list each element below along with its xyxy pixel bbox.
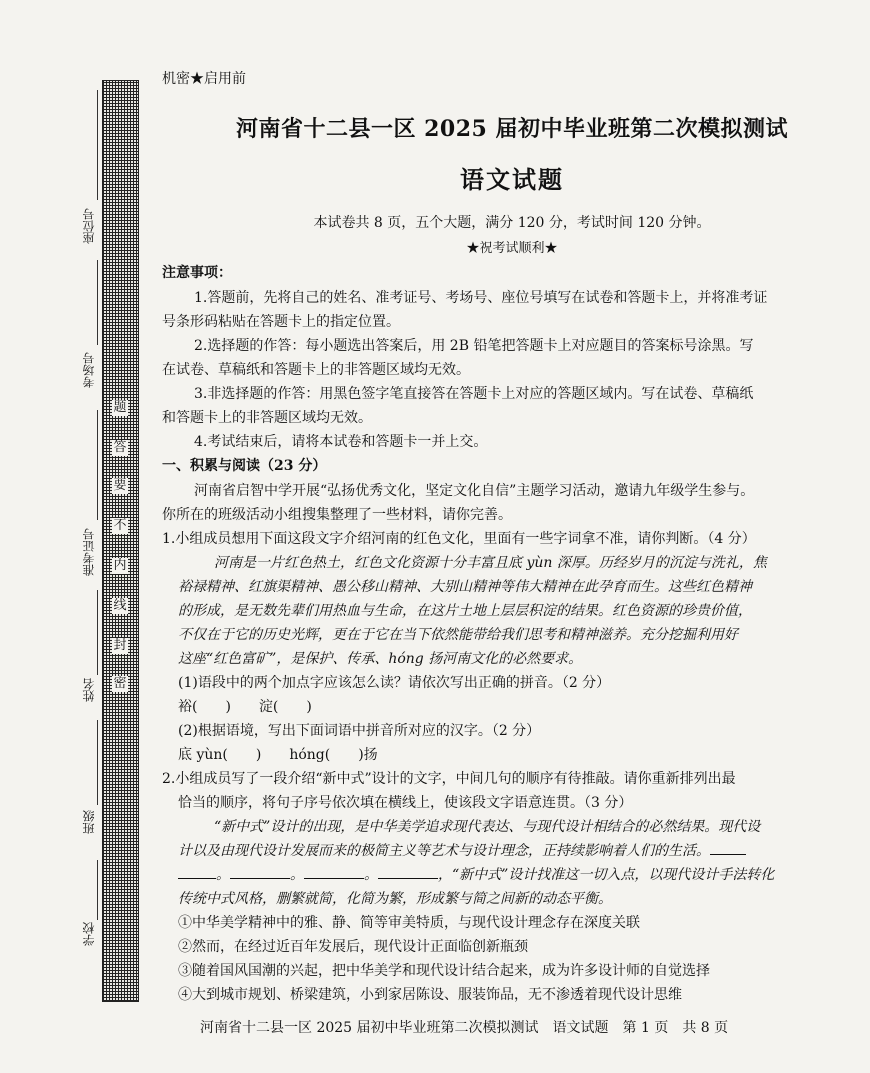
binding-strip	[102, 80, 139, 1002]
sub-question-1-answer: 裕( ) 淀( )	[178, 699, 312, 715]
passage-line: 的形成，是无数先辈们用热血与生命，在这片土地上层层积淀的结果。红色资源的珍贵价值，	[178, 603, 752, 619]
seal-char: 不	[113, 518, 127, 533]
note-line: 1.答题前，先将自己的姓名、准考证号、考场号、座位号填写在试卷和答题卡上，并将准考证	[194, 290, 768, 306]
question-1-stem: 1.小组成员想用下面这段文字介绍河南的红色文化，里面有一些字词拿不准，请你判断。（4 分）	[162, 531, 756, 547]
passage-text: 。	[364, 867, 378, 883]
question-2-stem: 恰当的顺序，将句子序号依次填在横线上，使该段文字语意连贯。（3 分）	[178, 795, 633, 811]
option-item: ①中华美学精神中的雅、静、简等审美特质，与现代设计理念存在深度关联	[178, 915, 640, 931]
seat-number-line	[97, 90, 98, 200]
note-line: 号条形码粘贴在答题卡上的指定位置。	[162, 314, 400, 330]
seal-char: 密	[113, 676, 127, 691]
passage-text: 。	[216, 867, 230, 883]
answer-blank[interactable]	[230, 864, 290, 879]
exam-title: 河南省十二县一区 2025 届初中毕业班第二次模拟测试	[235, 116, 789, 142]
section-heading: 一、积累与阅读（23 分）	[162, 458, 327, 474]
passage-line: 裕禄精神、红旗渠精神、愚公移山精神、大别山精神等伟大精神在此孕育而生。这些红色精神	[178, 579, 752, 595]
notes-heading: 注意事项：	[162, 265, 232, 281]
class-label: 班级	[82, 810, 96, 834]
school-line	[97, 860, 98, 920]
passage-line: 传统中式风格，删繁就简，化简为繁，形成繁与简之间新的动态平衡。	[178, 891, 612, 907]
page-footer: 河南省十二县一区 2025 届初中毕业班第二次模拟测试 语文试题 第 1 页 共 8 页	[200, 1020, 729, 1036]
school-label: 学校	[82, 922, 96, 946]
sub-question-1: (1)语段中的两个加点字应该怎么读？请依次写出正确的拼音。（2 分）	[178, 675, 611, 691]
class-line	[97, 720, 98, 805]
section-intro: 你所在的班级活动小组搜集整理了一些材料，请你完善。	[162, 507, 512, 523]
seal-char: 题	[113, 400, 127, 415]
answer-blank[interactable]	[378, 864, 438, 879]
name-line	[97, 590, 98, 675]
passage-text: 计以及由现代设计发展而来的极简主义等艺术与设计理念，正持续影响着人们的生活。	[178, 843, 710, 859]
passage-text: 。	[290, 867, 304, 883]
seal-char: 内	[113, 558, 127, 573]
passage-line: “新中式”设计的出现，是中华美学追求现代表达、与现代设计相结合的必然结果。现代设	[214, 819, 761, 835]
note-line: 和答题卡上的非答题区域均无效。	[162, 410, 372, 426]
note-line: 在试卷、草稿纸和答题卡上的非答题区域均无效。	[162, 362, 470, 378]
passage-line	[178, 840, 746, 860]
passage-line	[178, 864, 774, 884]
seal-char: 要	[113, 478, 127, 493]
passage-line: 这座“红色富矿”，是保护、传承、hóng 扬河南文化的必然要求。	[178, 651, 583, 667]
seat-number-label: 座位号	[82, 208, 96, 244]
section-intro: 河南省启智中学开展“弘扬优秀文化，坚定文化自信”主题学习活动，邀请九年级学生参与。	[194, 483, 755, 499]
sub-question-2-answer: 底 yùn( ) hóng( )扬	[178, 747, 378, 763]
passage-line: 河南是一片红色热土，红色文化资源十分丰富且底 yùn 深厚。历经岁月的沉淀与洗礼，焦	[214, 555, 767, 571]
note-line: 2.选择题的作答：每小题选出答案后，用 2B 铅笔把答题卡上对应题目的答案标号涂黑。写	[194, 338, 754, 354]
exam-info: 本试卷共 8 页，五个大题，满分 120 分，考试时间 120 分钟。	[313, 215, 711, 231]
ticket-number-line	[97, 410, 98, 520]
seal-char: 封	[113, 638, 127, 653]
passage-line: 不仅在于它的历史光辉，更在于它在当下依然能带给我们思考和精神滋养。充分挖掘利用好	[178, 627, 738, 643]
answer-blank[interactable]	[304, 864, 364, 879]
option-item: ③随着国风国潮的兴起，把中华美学和现代设计结合起来，成为许多设计师的自觉选择	[178, 963, 710, 979]
note-line: 4.考试结束后，请将本试卷和答题卡一并上交。	[194, 434, 488, 450]
room-number-line	[97, 260, 98, 345]
passage-text: ，“新中式”设计找准这一切入点，以现代设计手法转化	[438, 867, 775, 883]
answer-blank[interactable]	[178, 864, 216, 879]
confidential-mark: 机密★启用前	[162, 71, 246, 87]
good-luck: ★祝考试顺利★	[466, 241, 558, 256]
subject-title: 语文试题	[460, 165, 564, 194]
option-item: ④大到城市规划、桥梁建筑，小到家居陈设、服装饰品，无不渗透着现代设计思维	[178, 987, 682, 1003]
sub-question-2: (2)根据语境，写出下面词语中拼音所对应的汉字。（2 分）	[178, 723, 541, 739]
note-line: 3.非选择题的作答：用黑色签字笔直接答在答题卡上对应的答题区域内。写在试卷、草稿纸	[194, 386, 754, 402]
question-2-stem: 2.小组成员写了一段介绍“新中式”设计的文字，中间几句的顺序有待推敲。请你重新排列出最	[162, 771, 736, 787]
answer-blank[interactable]	[710, 840, 746, 855]
name-label: 姓名	[82, 678, 96, 702]
seal-char: 答	[113, 440, 127, 455]
ticket-number-label: 准考证号	[82, 528, 96, 576]
seal-char: 线	[113, 598, 127, 613]
room-number-label: 考场号	[82, 352, 96, 388]
option-item: ②然而，在经过近百年发展后，现代设计正面临创新瓶颈	[178, 939, 528, 955]
